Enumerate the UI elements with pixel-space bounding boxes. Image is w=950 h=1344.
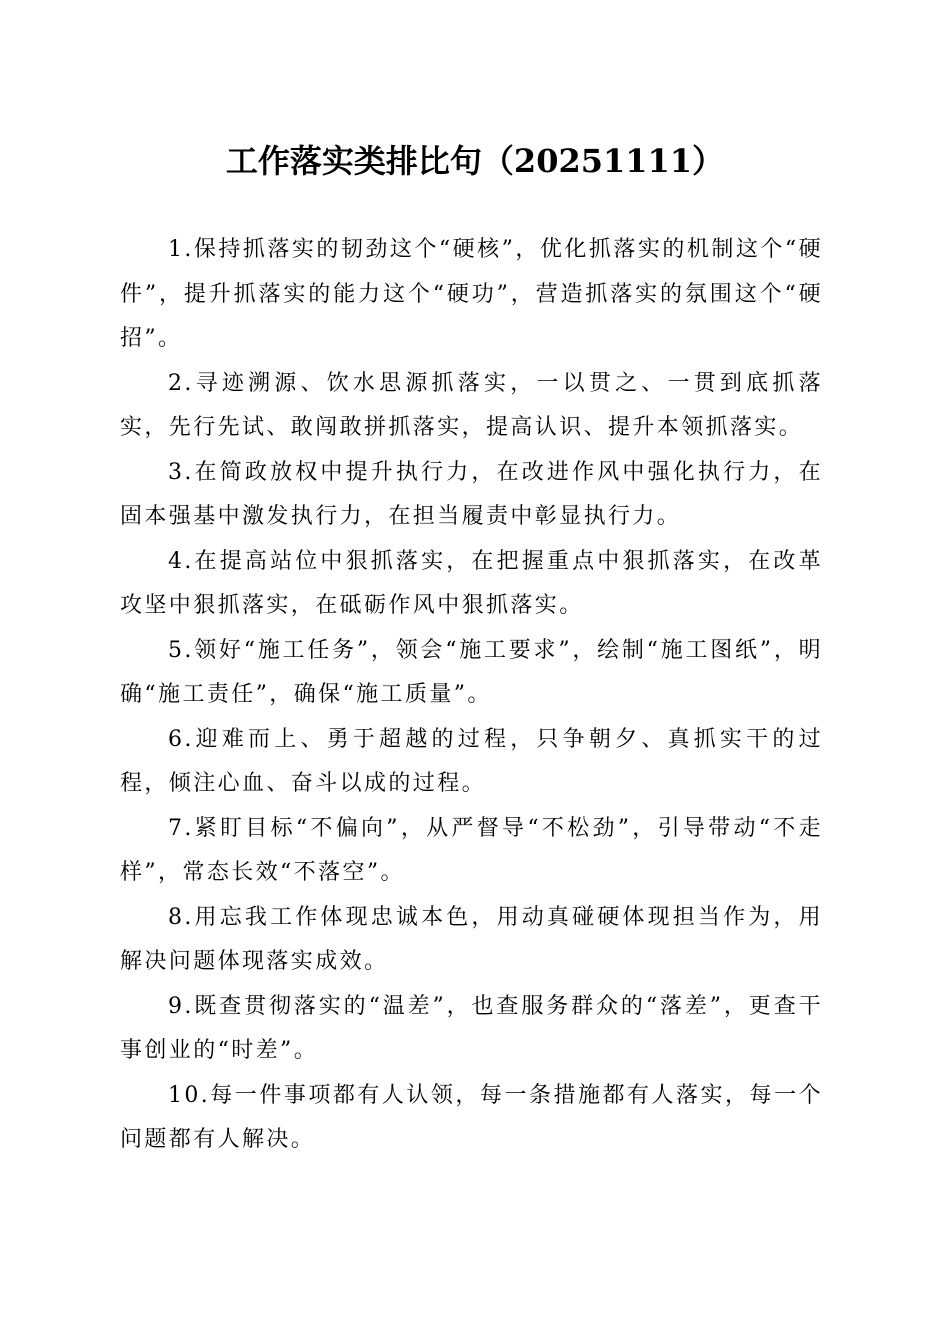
list-item: 4.在提高站位中狠抓落实，在把握重点中狠抓落实，在改革攻坚中狠抓落实，在砥砺作风中狠抓落实。 <box>120 548 823 618</box>
list-item: 8.用忘我工作体现忠诚本色，用动真碰硬体现担当作为，用解决问题体现落实成效。 <box>120 904 823 974</box>
list-item: 2.寻迹溯源、饮水思源抓落实，一以贯之、一贯到底抓落实，先行先试、敢闯敢拼抓落实，提高认识、提升本领抓落实。 <box>120 370 823 440</box>
document-title: 工作落实类排比句（20251111） <box>225 142 725 180</box>
list-item: 7.紧盯目标“不偏向”，从严督导“不松劲”，引导带动“不走样”，常态长效“不落空”。 <box>120 815 823 885</box>
item-list <box>120 228 823 1163</box>
list-item: 9.既查贯彻落实的“温差”，也查服务群众的“落差”，更查干事创业的“时差”。 <box>120 993 823 1063</box>
list-item: 1.保持抓落实的韧劲这个“硬核”，优化抓落实的机制这个“硬件”，提升抓落实的能力这个“硬功”，营造抓落实的氛围这个“硬招”。 <box>120 237 823 351</box>
list-item: 3.在简政放权中提升执行力，在改进作风中强化执行力，在固本强基中激发执行力，在担当履责中彰显执行力。 <box>120 459 823 529</box>
list-item: 5.领好“施工任务”，领会“施工要求”，绘制“施工图纸”，明确“施工责任”，确保“施工质量”。 <box>120 637 823 707</box>
list-item: 10.每一件事项都有人认领，每一条措施都有人落实，每一个问题都有人解决。 <box>120 1082 823 1152</box>
list-item: 6.迎难而上、勇于超越的过程，只争朝夕、真抓实干的过程，倾注心血、奋斗以成的过程。 <box>120 726 823 796</box>
